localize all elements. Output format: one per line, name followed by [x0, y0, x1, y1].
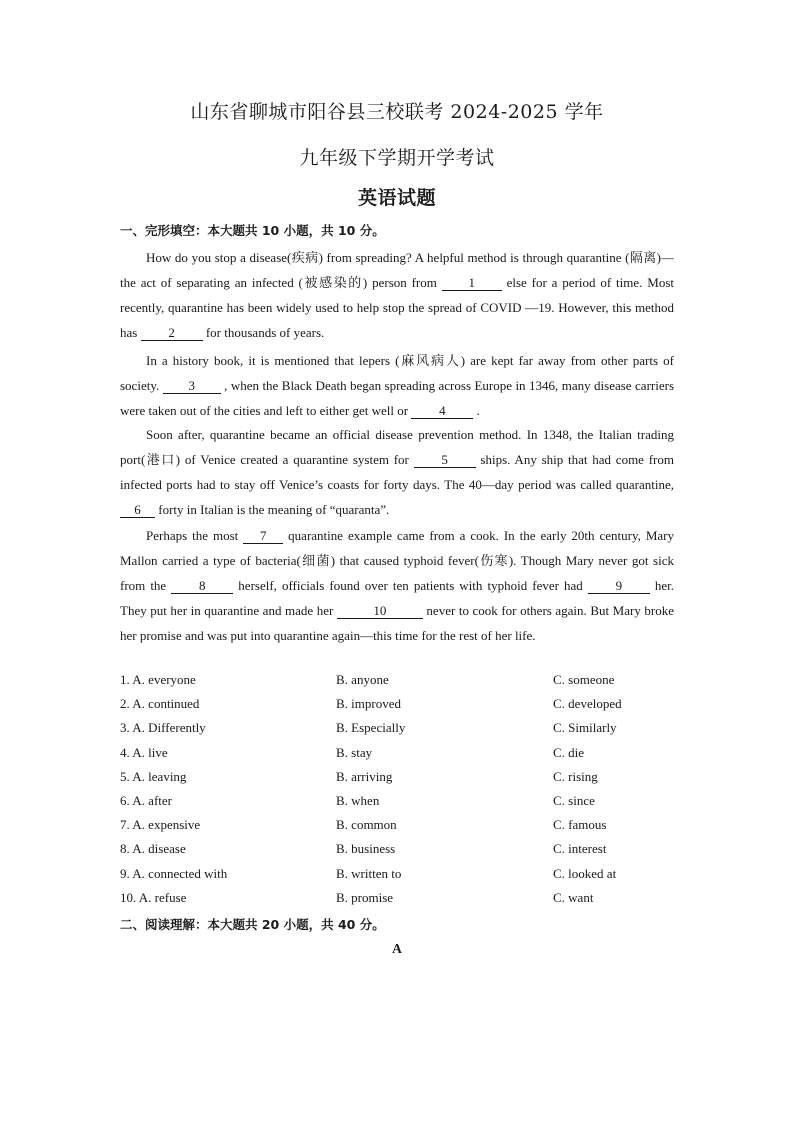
paragraph-text: In a history book, it is mentioned that lepers (麻风病人) are kept far away from other parts of society.	[120, 353, 674, 393]
option-c: C. looked at	[553, 865, 617, 881]
paragraph-text: .	[473, 403, 480, 418]
cloze-blank-9: 9	[588, 578, 650, 594]
cloze-blank-7: 7	[243, 528, 283, 544]
option-row	[120, 769, 680, 793]
exam-subject-title: 英语试题	[357, 187, 436, 209]
paragraph-text: , when the Black Death began spreading across Europe in 1346, many disease carriers were taken out of the cities and left to either get well or	[120, 378, 674, 418]
paragraph-text: Soon after, quarantine became an official disease prevention method. In 1348, the Italian trading port(港口) of Venice created a quarantine system for	[120, 427, 674, 467]
option-b: B. written to	[336, 865, 402, 881]
cloze-blank-10: 10	[337, 603, 423, 619]
option-b: B. Especially	[336, 720, 406, 736]
option-c: C. die	[553, 744, 585, 760]
option-b: B. when	[336, 792, 380, 808]
cloze-blank-2: 2	[141, 325, 203, 341]
paragraph-text: never to cook for others again. But Mary broke her promise and was put into quarantine again—this time for the rest of her life.	[120, 603, 675, 643]
option-a: 1. A. everyone	[120, 672, 196, 687]
option-row	[120, 817, 680, 841]
option-b: B. stay	[336, 744, 373, 760]
option-a: 8. A. disease	[120, 841, 186, 857]
option-row	[120, 696, 680, 720]
option-c: C. rising	[553, 768, 598, 784]
paragraph-text: else for a period of time. Most recently, quarantine has been widely used to help stop the spread of COVID —19. However, this method has	[120, 275, 674, 340]
option-a: 9. A. connected with	[120, 865, 228, 881]
option-a: 10. A. refuse	[120, 889, 187, 905]
paragraph-text: forty in Italian is the meaning of “quaranta”.	[155, 502, 390, 517]
passage-label: A	[392, 941, 402, 956]
cloze-paragraph-4	[120, 523, 674, 648]
cloze-blank-8: 8	[171, 578, 233, 594]
option-c: C. since	[553, 792, 595, 808]
option-row	[120, 866, 680, 890]
option-b: B. business	[336, 841, 396, 857]
option-a: 2. A. continued	[120, 696, 200, 712]
option-c: C. famous	[553, 817, 607, 833]
option-row	[120, 841, 680, 865]
option-c: C. Similarly	[553, 720, 617, 736]
cloze-blank-5: 5	[414, 452, 476, 468]
exam-title-line1: 山东省聊城市阳谷县三校联考 2024-2025 学年	[190, 101, 604, 123]
option-row	[120, 890, 680, 914]
option-c: C. developed	[553, 696, 622, 712]
paragraph-text: her. They put her in quarantine and made her	[120, 578, 674, 618]
option-a: 5. A. leaving	[120, 768, 187, 784]
cloze-blank-1: 1	[442, 275, 502, 291]
section2-heading: 二、阅读理解：本大题共 20 小题，共 40 分。	[120, 917, 385, 932]
paragraph-text: quarantine example came from a cook. In the early 20th century, Mary Mallon carried a type of bacteria(细菌) that caused typhoid fever(伤寒). Though Mary never got sick from the	[120, 528, 674, 593]
cloze-paragraph-3	[120, 422, 674, 522]
option-row	[120, 720, 680, 744]
option-a: 4. A. live	[120, 744, 168, 760]
option-b: B. anyone	[336, 672, 389, 687]
option-c: C. interest	[553, 841, 607, 857]
option-row	[120, 672, 680, 696]
cloze-blank-6: 6	[120, 502, 155, 518]
option-b: B. improved	[336, 696, 401, 712]
paragraph-text: How do you stop a disease(疾病) from spreading? A helpful method is through quarantine (隔离)—the act of separating an infected (被感染的) person from	[120, 250, 674, 290]
paragraph-text: herself, officials found over ten patients with typhoid fever had	[233, 578, 588, 593]
cloze-options-list	[120, 672, 680, 914]
option-a: 3. A. Differently	[120, 720, 206, 736]
section1-heading: 一、完形填空：本大题共 10 小题，共 10 分。	[120, 223, 385, 238]
option-a: 7. A. expensive	[120, 817, 201, 833]
option-row	[120, 793, 680, 817]
cloze-blank-3: 3	[163, 378, 221, 394]
option-b: B. arriving	[336, 768, 393, 784]
option-b: B. promise	[336, 889, 394, 905]
option-c: C. want	[553, 889, 594, 905]
paragraph-text: for thousands of years.	[202, 325, 325, 340]
paragraph-text: Perhaps the most	[146, 528, 244, 543]
option-a: 6. A. after	[120, 792, 172, 808]
option-row	[120, 745, 680, 769]
option-c: C. someone	[553, 672, 615, 687]
cloze-paragraph-1	[120, 245, 674, 345]
exam-title-line2: 九年级下学期开学考试	[299, 147, 495, 169]
option-b: B. common	[336, 817, 397, 833]
paragraph-text: ships. Any ship that had come from infected ports had to stay off Venice’s coasts for forty days. The 40—day period was called quarantine,	[120, 452, 674, 492]
cloze-paragraph-2	[120, 348, 674, 423]
cloze-blank-4: 4	[411, 403, 473, 419]
